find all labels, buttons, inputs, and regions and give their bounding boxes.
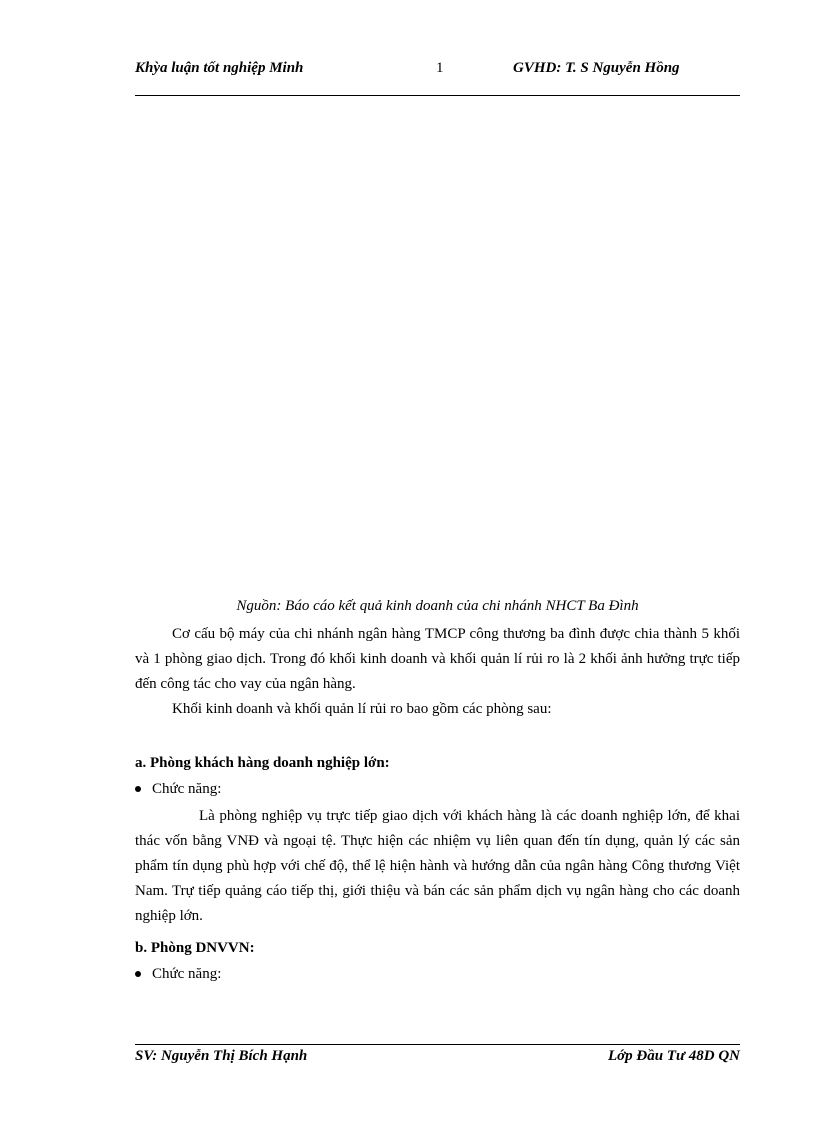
bullet-label: Chức năng: [152, 966, 222, 982]
header-supervisor: GVHD: T. S Nguyễn Hồng [513, 60, 680, 76]
section-a-body [135, 804, 740, 929]
footer-divider [135, 1044, 740, 1045]
paragraph-departments-intro: Khối kinh doanh và khối quản lí rủi ro bao gồm các phòng sau: [172, 701, 552, 717]
bullet-label: Chức năng: [152, 781, 222, 797]
bullet-icon [135, 971, 141, 977]
header-divider [135, 95, 740, 96]
footer-class: Lớp Đầu Tư 48D QN [607, 1048, 740, 1064]
bullet-icon [135, 786, 141, 792]
source-caption: Nguồn: Báo cáo kết quả kinh doanh của chi nhánh NHCT Ba Đình [236, 598, 639, 614]
paragraph-structure: Cơ cấu bộ máy của chi nhánh ngân hàng TMCP công thương ba đình được chia thành 5 khối và 1 phòng giao dịch. Trong đó khối kinh doanh và khối quản lí rủi ro là 2 khối ảnh hưởng trực tiếp đến công tác cho vay của ngân hàng. [135, 626, 740, 692]
intro-paragraphs [135, 622, 740, 722]
header-thesis-title: Khỳa luận tốt nghiệp Minh [135, 60, 304, 76]
section-a-heading: a. Phòng khách hàng doanh nghiệp lớn: [135, 755, 390, 771]
section-b-heading: b. Phòng DNVVN: [135, 940, 255, 956]
section-a-bullet [135, 781, 221, 798]
footer-student: SV: Nguyễn Thị Bích Hạnh [135, 1048, 308, 1064]
section-b-bullet [135, 966, 221, 983]
page-number: 1 [436, 60, 444, 76]
paragraph-function-description: Là phòng nghiệp vụ trực tiếp giao dịch với khách hàng là các doanh nghiệp lớn, để khai thác vốn bằng VNĐ và ngoại tệ. Thực hiện các nhiệm vụ liên quan đến tín dụng, quản lý các sản phẩm tín dụng phù hợp với chế độ, thể lệ hiện hành và hướng dẫn của ngân hàng Công thương Việt Nam. Trự tiếp quảng cáo tiếp thị, giới thiệu và bán các sản phẩm dịch vụ ngân hàng cho các doanh nghiệp lớn. [135, 808, 740, 924]
